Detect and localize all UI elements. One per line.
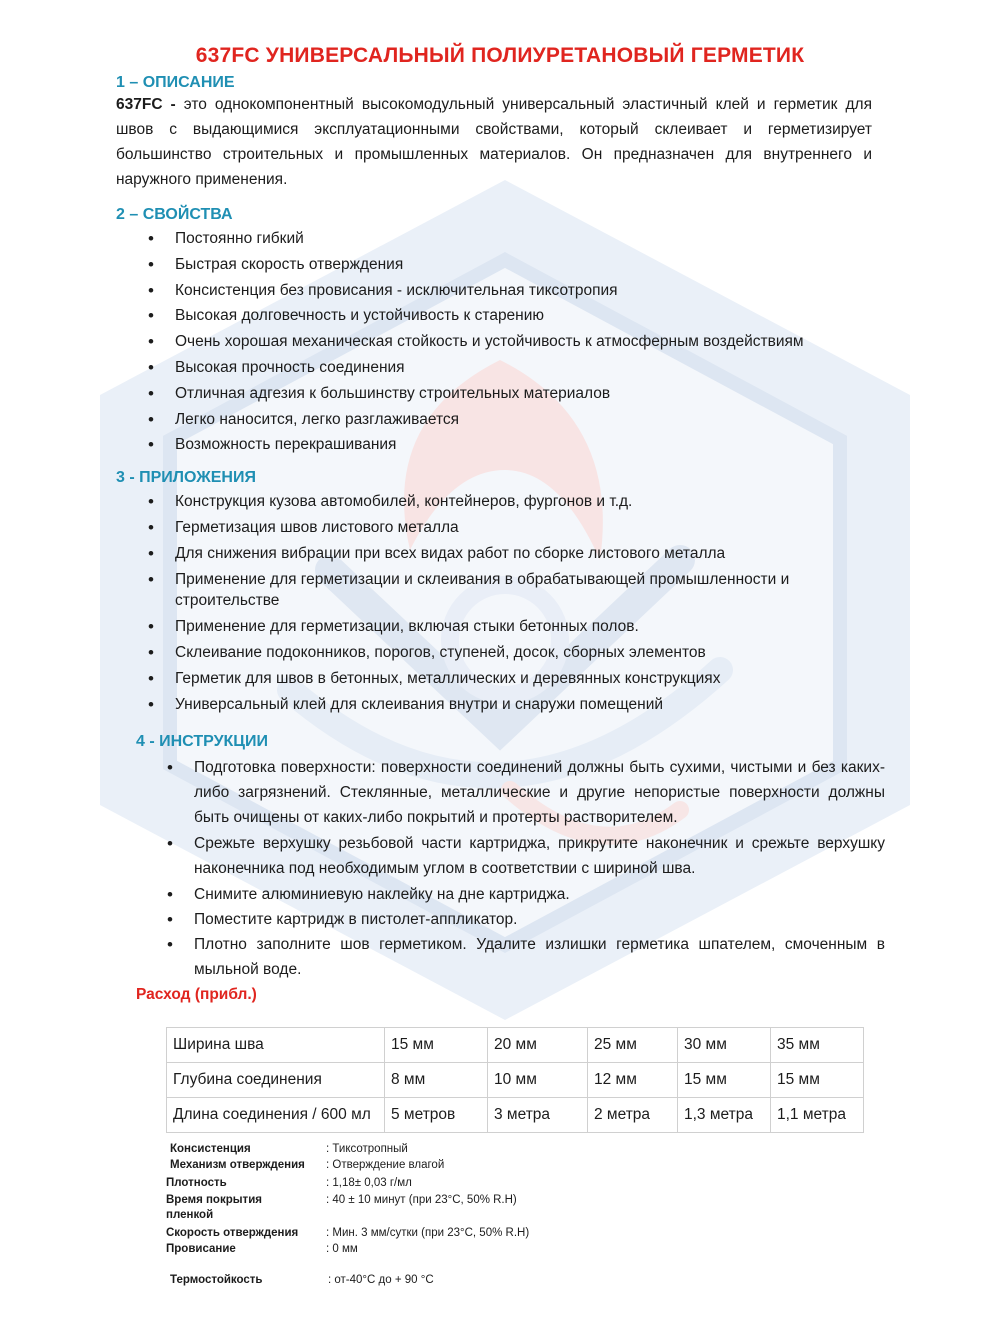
page-title: 637FC УНИВЕРСАЛЬНЫЙ ПОЛИУРЕТАНОВЫЙ ГЕРМЕТИК bbox=[195, 44, 805, 67]
list-item: • Поместите картридж в пистолет-аппликатор. bbox=[194, 907, 885, 932]
list-item: • Возможность перекрашивания bbox=[175, 434, 875, 460]
list-item: • Плотно заполните шов герметиком. Удалите излишки герметика шпателем, смоченным в мыльной воде. bbox=[194, 932, 885, 982]
table-cell: 25 мм bbox=[588, 1028, 678, 1063]
table-cell: 20 мм bbox=[488, 1028, 588, 1063]
spec-value: : от-40°C до + 90 °C bbox=[328, 1274, 434, 1286]
table-cell: 2 метра bbox=[588, 1098, 678, 1133]
table-cell: 1,1 метра bbox=[771, 1098, 864, 1133]
consumption-table bbox=[166, 1027, 864, 1133]
table-cell: 3 метра bbox=[488, 1098, 588, 1133]
product-code: 637FC - bbox=[116, 96, 176, 113]
list-item: • Высокая прочность соединения bbox=[175, 357, 875, 383]
section-heading-properties: 2 – СВОЙСТВА bbox=[116, 206, 233, 223]
spec-key: Провисание bbox=[166, 1243, 236, 1255]
spec-key: Термостойкость bbox=[170, 1274, 263, 1286]
spec-key: Механизм отверждения bbox=[170, 1159, 305, 1171]
list-item: • Применение для герметизации, включая стыки бетонных полов. bbox=[175, 616, 835, 642]
properties-list bbox=[175, 228, 875, 460]
list-item: • Универсальный клей для склеивания внутри и снаружи помещений bbox=[175, 694, 835, 720]
spec-key: Время покрытия пленкой bbox=[166, 1194, 262, 1221]
description-paragraph bbox=[116, 92, 872, 192]
table-cell: 1,3 метра bbox=[678, 1098, 771, 1133]
applications-list bbox=[175, 491, 835, 720]
table-cell: 5 метров bbox=[385, 1098, 488, 1133]
list-item: • Постоянно гибкий bbox=[175, 228, 875, 254]
spec-key: Плотность bbox=[166, 1177, 227, 1189]
list-item: • Высокая долговечность и устойчивость к старению bbox=[175, 305, 875, 331]
table-cell: 15 мм bbox=[385, 1028, 488, 1063]
section-heading-description: 1 – ОПИСАНИЕ bbox=[116, 74, 235, 91]
description-text: это однокомпонентный высокомодульный универсальный эластичный клей и герметик для швов с выдающимися эксплуатационными свойствами, который склеивает и герметизирует большинство строительных и промышленных материалов. Он предназначен для внутреннего и наружного применения. bbox=[116, 96, 872, 188]
list-item: • Герметик для швов в бетонных, металлических и деревянных конструкциях bbox=[175, 668, 835, 694]
table-row bbox=[167, 1028, 864, 1063]
table-cell: Ширина шва bbox=[167, 1028, 385, 1063]
spec-value: : 0 мм bbox=[326, 1243, 358, 1255]
consumption-heading: Расход (прибл.) bbox=[136, 986, 257, 1003]
list-item: • Склеивание подоконников, порогов, ступеней, досок, сборных элементов bbox=[175, 642, 835, 668]
spec-key: Скорость отверждения bbox=[166, 1227, 299, 1239]
list-item: • Применение для герметизации и склеивания в обрабатывающей промышленности и строительстве bbox=[175, 569, 835, 616]
instructions-list bbox=[194, 755, 885, 982]
list-item: • Конструкция кузова автомобилей, контейнеров, фургонов и т.д. bbox=[175, 491, 835, 517]
table-cell: 35 мм bbox=[771, 1028, 864, 1063]
list-item: • Очень хорошая механическая стойкость и устойчивость к атмосферным воздействиям bbox=[175, 331, 875, 357]
list-item: • Для снижения вибрации при всех видах работ по сборке листового металла bbox=[175, 543, 835, 569]
section-heading-instructions: 4 - ИНСТРУКЦИИ bbox=[136, 733, 268, 750]
table-cell: 12 мм bbox=[588, 1063, 678, 1098]
table-row bbox=[167, 1098, 864, 1133]
section-heading-applications: 3 - ПРИЛОЖЕНИЯ bbox=[116, 469, 256, 486]
spec-value: : 40 ± 10 минут (при 23°C, 50% R.H) bbox=[326, 1194, 517, 1206]
table-cell: Длина соединения / 600 мл bbox=[167, 1098, 385, 1133]
spec-value: : Отверждение влагой bbox=[326, 1159, 445, 1171]
list-item: • Срежьте верхушку резьбовой части картриджа, прикрутите наконечник и срежьте верхушку наконечника под необходимым углом в соответствии с шириной шва. bbox=[194, 831, 885, 882]
list-item: • Снимите алюминиевую наклейку на дне картриджа. bbox=[194, 882, 885, 907]
list-item: • Герметизация швов листового металла bbox=[175, 517, 835, 543]
table-cell: 8 мм bbox=[385, 1063, 488, 1098]
list-item: • Подготовка поверхности: поверхности соединений должны быть сухими, чистыми и без каких-либо загрязнений. Стеклянные, металлические и другие непористые поверхности должны быть очищены от каких-либо покрытий и протерты растворителем. bbox=[194, 755, 885, 831]
list-item: • Консистенция без провисания - исключительная тиксотропия bbox=[175, 280, 875, 306]
spec-value: : Мин. 3 мм/сутки (при 23°C, 50% R.H) bbox=[326, 1227, 530, 1239]
list-item: • Отличная адгезия к большинству строительных материалов bbox=[175, 383, 875, 409]
table-cell: 10 мм bbox=[488, 1063, 588, 1098]
spec-value: : Тиксотропный bbox=[326, 1143, 408, 1155]
spec-value: : 1,18± 0,03 г/мл bbox=[326, 1177, 412, 1189]
table-cell: 15 мм bbox=[771, 1063, 864, 1098]
list-item: • Быстрая скорость отверждения bbox=[175, 254, 875, 280]
spec-key: Консистенция bbox=[170, 1143, 251, 1155]
table-cell: 15 мм bbox=[678, 1063, 771, 1098]
list-item: • Легко наносится, легко разглаживается bbox=[175, 409, 875, 435]
table-cell: Глубина соединения bbox=[167, 1063, 385, 1098]
table-row bbox=[167, 1063, 864, 1098]
table-cell: 30 мм bbox=[678, 1028, 771, 1063]
